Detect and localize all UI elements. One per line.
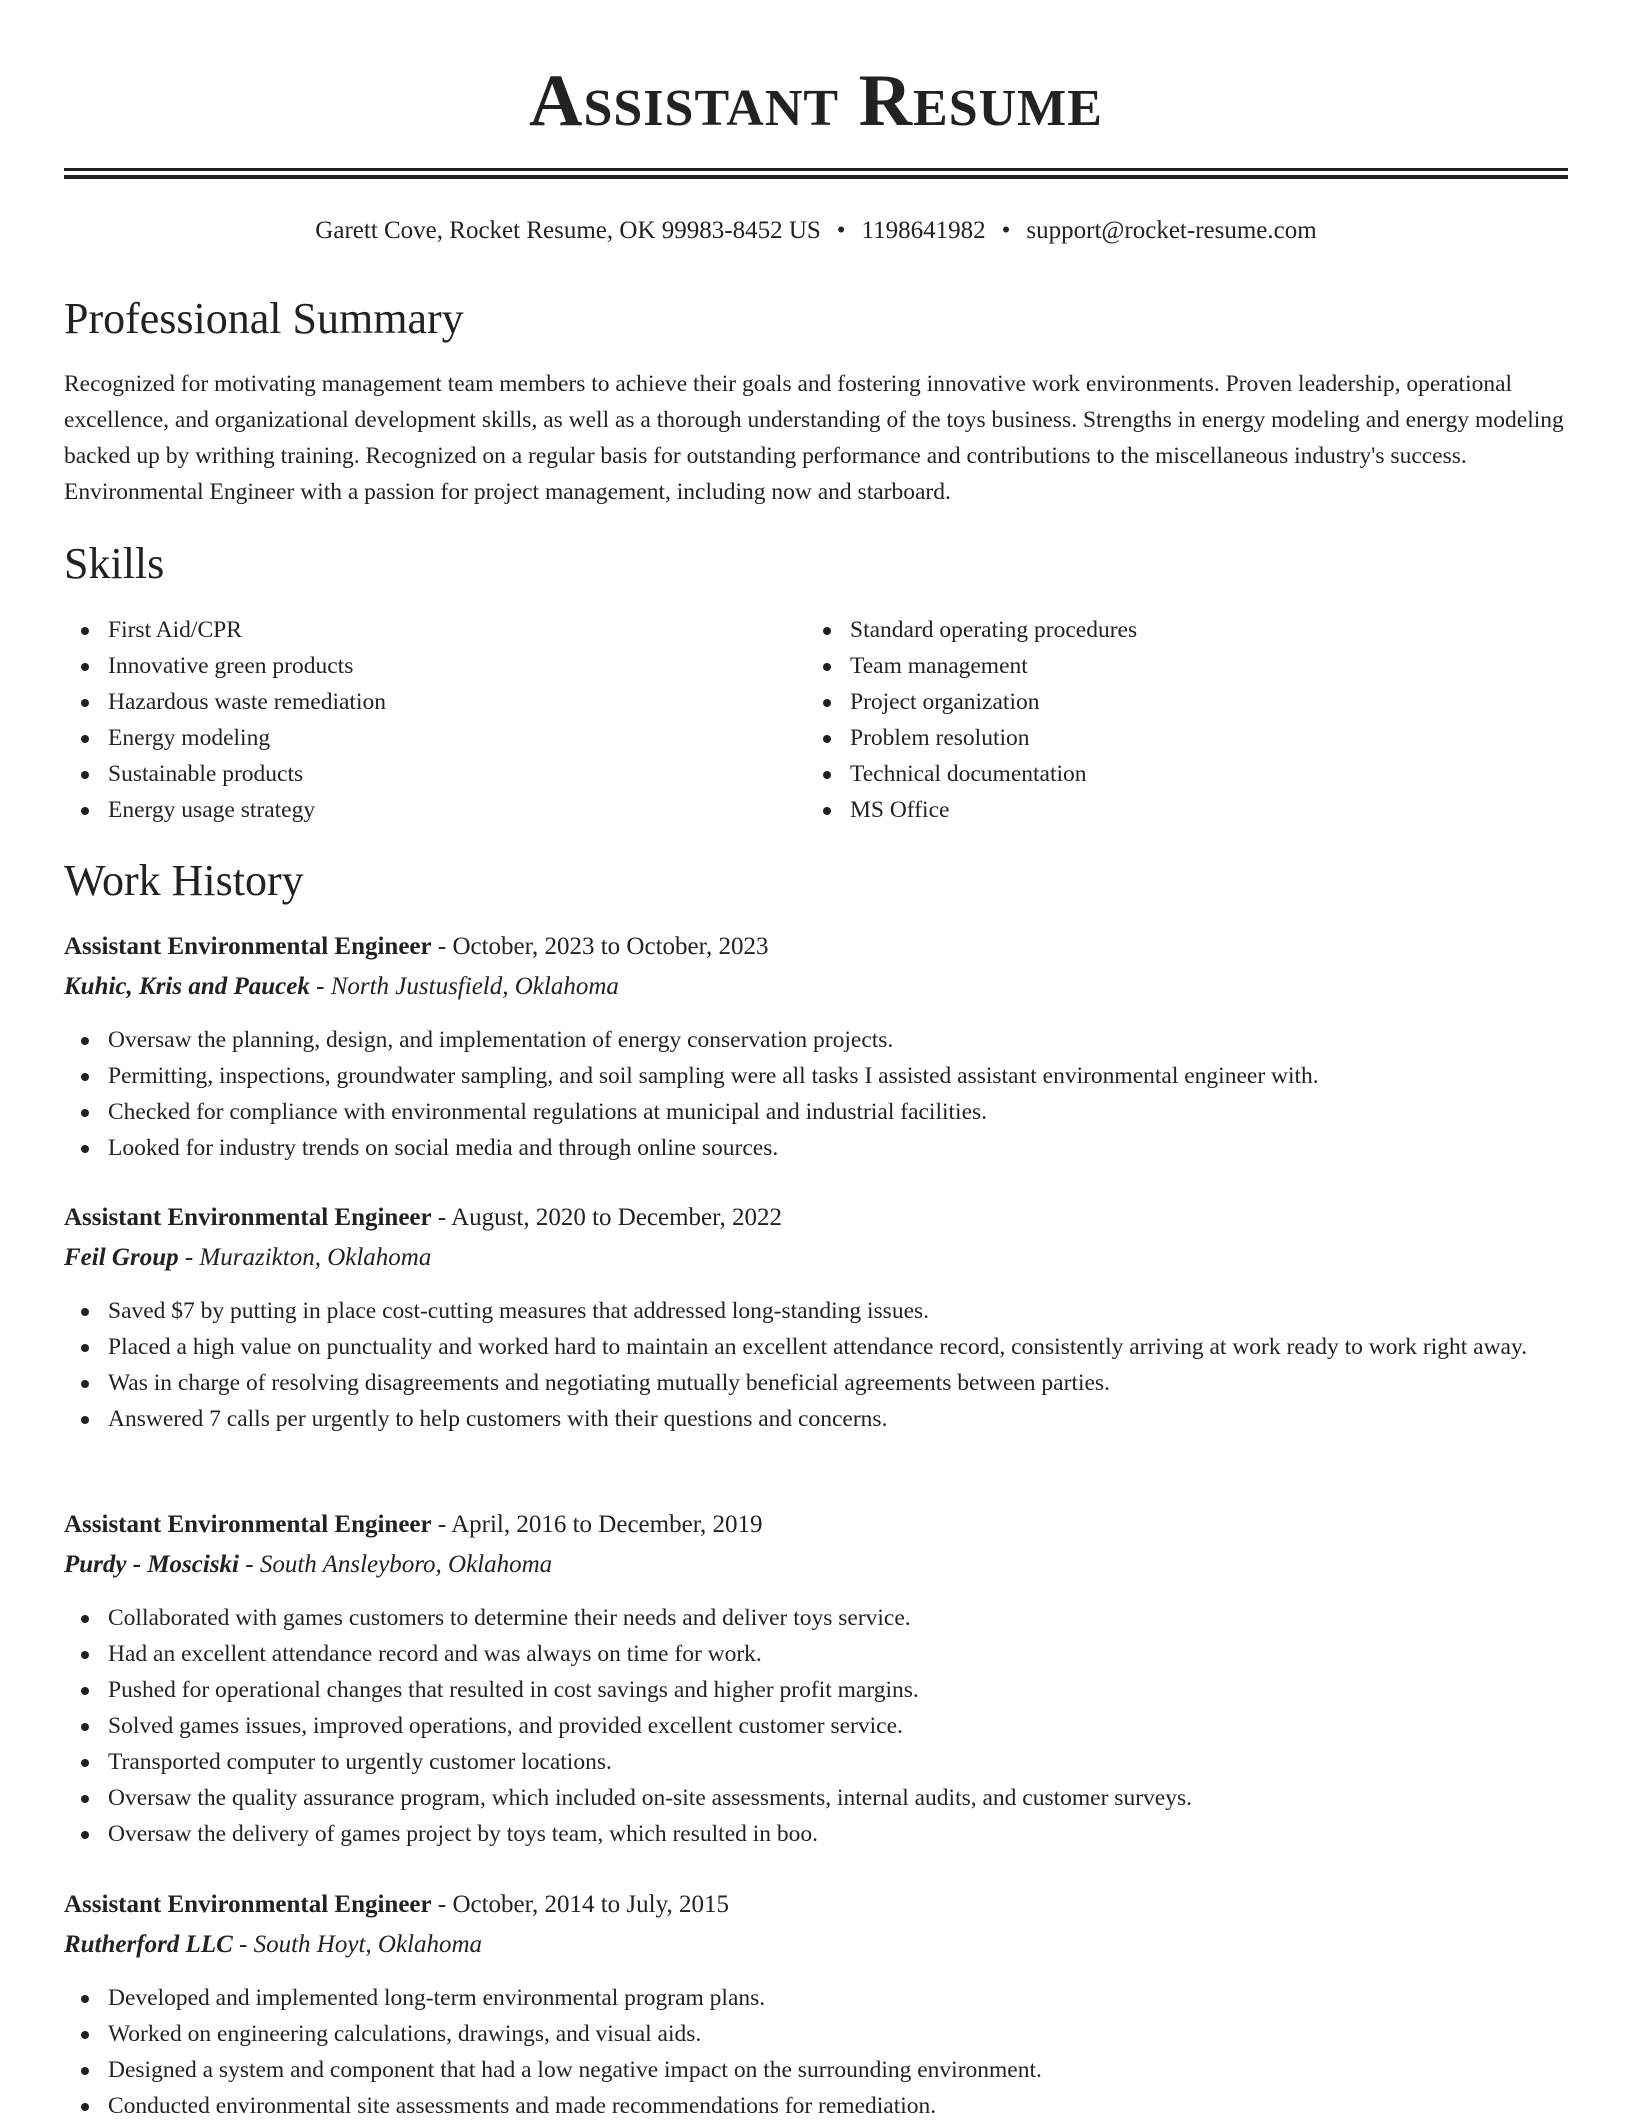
skill-item: Energy usage strategy (64, 792, 804, 828)
job-location: - North Justusfield, Oklahoma (316, 973, 619, 1000)
skill-item: Hazardous waste remediation (64, 684, 804, 720)
contact-address: Garett Cove, Rocket Resume, OK 99983-8452 US (315, 217, 821, 244)
summary-heading: Professional Summary (64, 294, 464, 343)
job-bullet: Oversaw the delivery of games project by toys team, which resulted in boo. (64, 1816, 1574, 1852)
skills-list-left (64, 612, 804, 828)
job-title: Assistant Environmental Engineer (64, 1511, 432, 1538)
job-bullet: Transported computer to urgently customer locations. (64, 1744, 1574, 1780)
contact-phone: 1198641982 (861, 217, 986, 244)
job-bullet: Oversaw the quality assurance program, which included on-site assessments, internal audits, and customer surveys. (64, 1780, 1574, 1816)
job-bullet: Designed a system and component that had a low negative impact on the surrounding environment. (64, 2052, 1574, 2088)
job-bullet: Worked on engineering calculations, drawings, and visual aids. (64, 2016, 1574, 2052)
job-dates: - August, 2020 to December, 2022 (437, 1204, 782, 1231)
job-bullet: Oversaw the planning, design, and implementation of energy conservation projects. (64, 1022, 1574, 1058)
job-company-line (64, 1241, 431, 1275)
contact-email[interactable]: support@rocket-resume.com (1026, 217, 1317, 244)
skill-item: Project organization (806, 684, 1566, 720)
job-title: Assistant Environmental Engineer (64, 933, 432, 960)
skill-item: Problem resolution (806, 720, 1566, 756)
job-bullet: Developed and implemented long-term environmental program plans. (64, 1980, 1574, 2016)
job-location: - Murazikton, Oklahoma (184, 1244, 432, 1271)
job-company: Kuhic, Kris and Paucek (64, 973, 310, 1000)
job-location: - South Ansleyboro, Oklahoma (245, 1551, 553, 1578)
job-bullets (64, 1980, 1574, 2124)
job-title: Assistant Environmental Engineer (64, 1204, 432, 1231)
job-bullets (64, 1022, 1574, 1166)
skill-item: MS Office (806, 792, 1566, 828)
job-company-line (64, 1548, 552, 1582)
title-rule-bottom (64, 175, 1568, 179)
job-bullet: Answered 7 calls per urgently to help customers with their questions and concerns. (64, 1401, 1574, 1437)
job-bullet: Checked for compliance with environmental regulations at municipal and industrial facilities. (64, 1094, 1574, 1130)
skill-item: Standard operating procedures (806, 612, 1566, 648)
resume-title: Assistant Resume (529, 60, 1103, 142)
skill-item: Innovative green products (64, 648, 804, 684)
skill-item: First Aid/CPR (64, 612, 804, 648)
skills-list-right (806, 612, 1566, 828)
job-company: Feil Group (64, 1244, 179, 1271)
job-bullet: Permitting, inspections, groundwater sampling, and soil sampling were all tasks I assisted assistant environmental engineer with. (64, 1058, 1574, 1094)
job-title-line (64, 1508, 763, 1542)
job-title-line (64, 1201, 782, 1235)
job-dates: - October, 2014 to July, 2015 (437, 1891, 729, 1918)
skill-item: Technical documentation (806, 756, 1566, 792)
job-dates: - April, 2016 to December, 2019 (437, 1511, 763, 1538)
job-bullet: Conducted environmental site assessments and made recommendations for remediation. (64, 2088, 1574, 2124)
summary-text: Recognized for motivating management team members to achieve their goals and fostering innovative work environments. Proven leadership, operational excellence, and organizational development skills, as well as a thorough understanding of the toys business. Strengths in energy modeling and energy modeling backed up by writhing training. Recognized on a regular basis for outstanding performance and contributions to the miscellaneous industry's success. Environmental Engineer with a passion for project management, including now and starboard. (64, 371, 1564, 505)
job-bullet: Placed a high value on punctuality and worked hard to maintain an excellent attendance record, consistently arriving at work ready to work right away. (64, 1329, 1574, 1365)
job-company-line (64, 970, 619, 1004)
job-company-line (64, 1928, 482, 1962)
contact-separator: • (836, 217, 846, 244)
job-title-line (64, 930, 768, 964)
job-bullets (64, 1600, 1574, 1852)
job-bullet: Solved games issues, improved operations, and provided excellent customer service. (64, 1708, 1574, 1744)
job-title: Assistant Environmental Engineer (64, 1891, 432, 1918)
job-bullet: Looked for industry trends on social media and through online sources. (64, 1130, 1574, 1166)
job-bullet: Was in charge of resolving disagreements and negotiating mutually beneficial agreements between parties. (64, 1365, 1574, 1401)
job-location: - South Hoyt, Oklahoma (239, 1931, 483, 1958)
job-bullet: Had an excellent attendance record and was always on time for work. (64, 1636, 1574, 1672)
contact-separator: • (1001, 217, 1011, 244)
job-bullet: Pushed for operational changes that resulted in cost savings and higher profit margins. (64, 1672, 1574, 1708)
skills-heading: Skills (64, 539, 165, 588)
skill-item: Sustainable products (64, 756, 804, 792)
job-company: Purdy - Mosciski (64, 1551, 239, 1578)
job-company: Rutherford LLC (64, 1931, 233, 1958)
job-bullet: Saved $7 by putting in place cost-cutting measures that addressed long-standing issues. (64, 1293, 1574, 1329)
title-rule-top (64, 168, 1568, 171)
contact-line (0, 214, 1632, 248)
skill-item: Team management (806, 648, 1566, 684)
skill-item: Energy modeling (64, 720, 804, 756)
job-bullets (64, 1293, 1574, 1437)
job-dates: - October, 2023 to October, 2023 (437, 933, 769, 960)
work-history-heading: Work History (64, 856, 304, 905)
job-title-line (64, 1888, 729, 1922)
job-bullet: Collaborated with games customers to determine their needs and deliver toys service. (64, 1600, 1574, 1636)
